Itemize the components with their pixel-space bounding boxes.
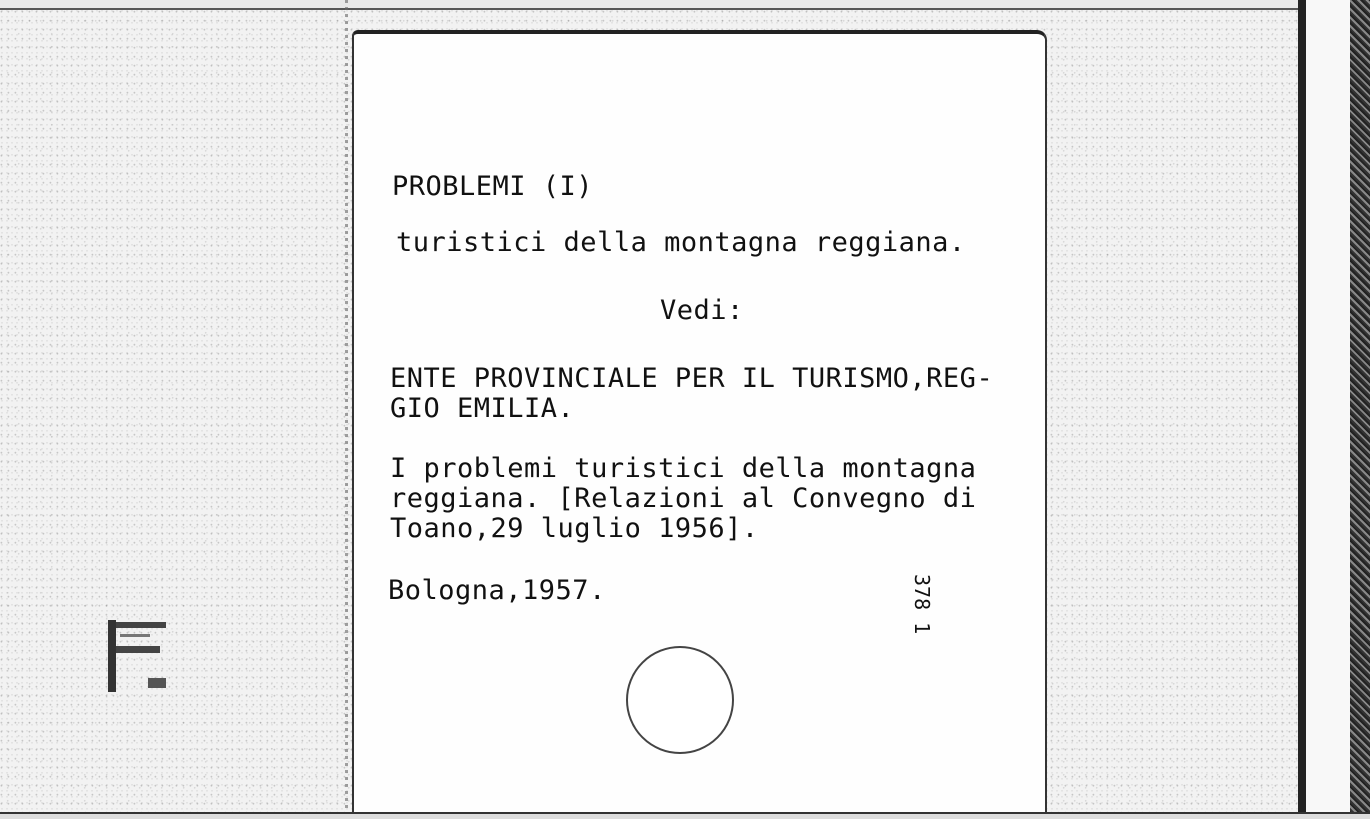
see-reference: Vedi: — [660, 295, 744, 326]
left-scan-divider — [345, 0, 348, 819]
title-line: I problemi turistici della montagna — [390, 453, 977, 484]
main-entry — [390, 364, 993, 424]
card-heading: PROBLEMI (I) — [392, 171, 594, 202]
title-line: reggiana. [Relazioni al Convegno di — [390, 483, 977, 514]
bottom-scan-edge — [0, 812, 1370, 819]
main-entry-line: GIO EMILIA. — [390, 393, 575, 424]
right-scan-strip — [1350, 0, 1370, 819]
publication-place-date: Bologna,1957. — [388, 575, 606, 606]
right-scan-gap — [1306, 0, 1350, 819]
punched-hole-icon — [626, 646, 734, 754]
shelf-mark: 378 1 — [910, 574, 934, 635]
title-line: Toano,29 luglio 1956]. — [390, 513, 759, 544]
title-statement — [390, 454, 976, 544]
top-scan-edge — [0, 0, 1300, 10]
F-stamp-icon — [108, 620, 170, 692]
catalog-card — [352, 30, 1047, 812]
card-subject: turistici della montagna reggiana. — [396, 227, 966, 258]
right-scan-frame — [1298, 0, 1306, 819]
main-entry-line: ENTE PROVINCIALE PER IL TURISMO,REG- — [390, 363, 994, 394]
